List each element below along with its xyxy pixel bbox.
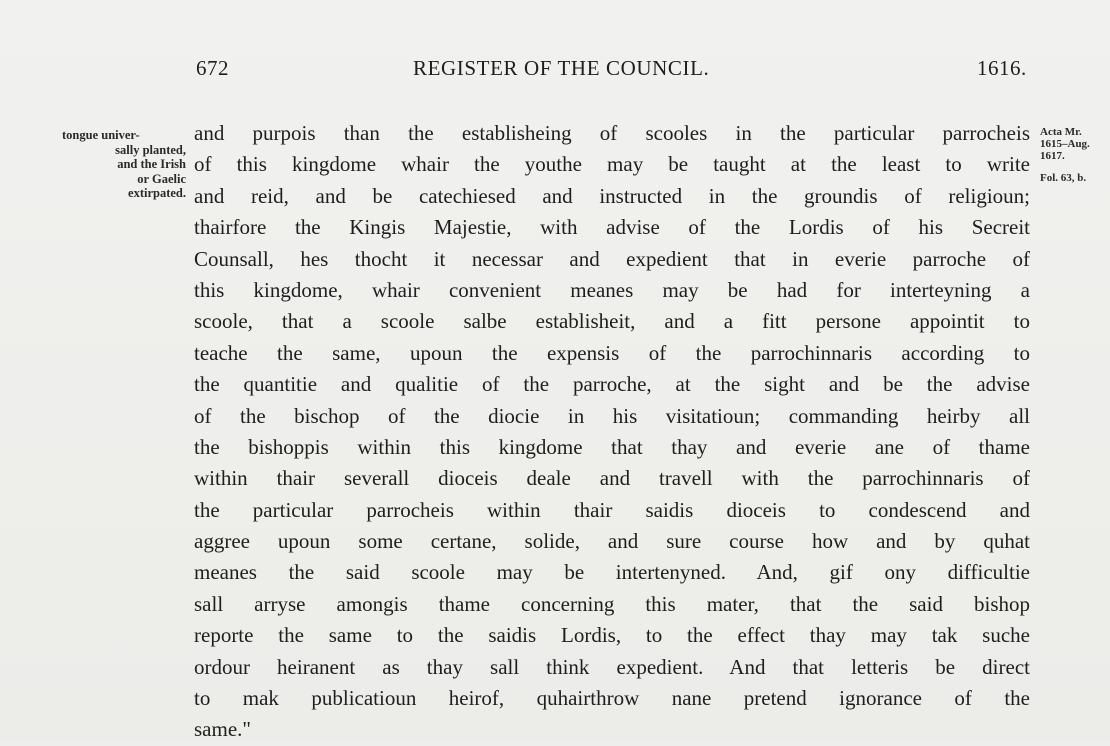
left-sidenote — [58, 128, 186, 201]
text-line: the quantitie and qualitie of the parroche, at the sight and be the advise — [194, 372, 1030, 397]
text-line: ordour heiranent as thay sall think expedient. And that letteris be direct — [194, 654, 1030, 679]
text-line: teache the same, upoun the expensis of the parrochinnaris according to — [194, 340, 1030, 365]
citation-folio: Fol. 63, b. — [1040, 172, 1087, 184]
text-line: within thair severall dioceis deale and travell with the parrochinnaris of — [194, 466, 1030, 491]
text-line: sall arryse amongis thame concerning this mater, that the said bishop — [194, 591, 1030, 616]
text-line: aggree upoun some certane, solide, and sure course how and by quhat — [194, 529, 1030, 554]
text-line: scoole, that a scoole salbe establisheit, and a fitt persone appointit to — [194, 309, 1030, 334]
text-line: thairfore the Kingis Majestie, with advise of the Lordis of his Secreit — [194, 215, 1030, 240]
citation-spacer — [1040, 162, 1110, 172]
body-text — [194, 118, 1030, 746]
citation-line: 1617. — [1040, 150, 1065, 162]
text-line: this kingdome, whair convenient meanes may be had for interteyning a — [194, 277, 1030, 302]
sidenote-line: tongue univer- — [62, 128, 140, 142]
text-line: and reid, and be catechiesed and instructed in the groundis of religioun; — [194, 183, 1030, 208]
page-header — [0, 56, 1110, 86]
right-sidenote — [1040, 126, 1110, 184]
citation-line: Acta Mr. — [1040, 126, 1082, 138]
text-line: the particular parrocheis within thair saidis dioceis to condescend and — [194, 497, 1030, 522]
sidenote-line: or Gaelic — [137, 171, 186, 186]
text-line: and purpois than the establisheing of scooles in the particular parrocheis — [194, 121, 1030, 145]
text-line: meanes the said scoole may be intertenyned. And, gif ony difficultie — [194, 560, 1030, 585]
text-line-last: same." — [194, 717, 251, 742]
text-line: reporte the same to the saidis Lordis, to the effect thay may tak suche — [194, 623, 1030, 648]
header-year: 1616. — [977, 56, 1027, 80]
sidenote-line: and the Irish — [117, 157, 186, 171]
text-line: of this kingdome whair the youthe may be taught at the least to write — [194, 152, 1030, 177]
sidenote-line: extirpated. — [128, 186, 186, 200]
text-line: to mak publicatioun heirof, quhairthrow nane pretend ignorance of the — [194, 686, 1030, 711]
citation-line: 1615–Aug. — [1040, 138, 1090, 150]
text-line: of the bischop of the diocie in his visitatioun; commanding heirby all — [194, 403, 1030, 428]
sidenote-line: sally planted, — [115, 142, 186, 157]
running-title: REGISTER OF THE COUNCIL. — [413, 56, 710, 80]
page-number: 672 — [196, 56, 229, 80]
text-line: Counsall, hes thocht it necessar and expedient that in everie parroche of — [194, 246, 1030, 271]
text-line: the bishoppis within this kingdome that thay and everie ane of thame — [194, 434, 1030, 459]
